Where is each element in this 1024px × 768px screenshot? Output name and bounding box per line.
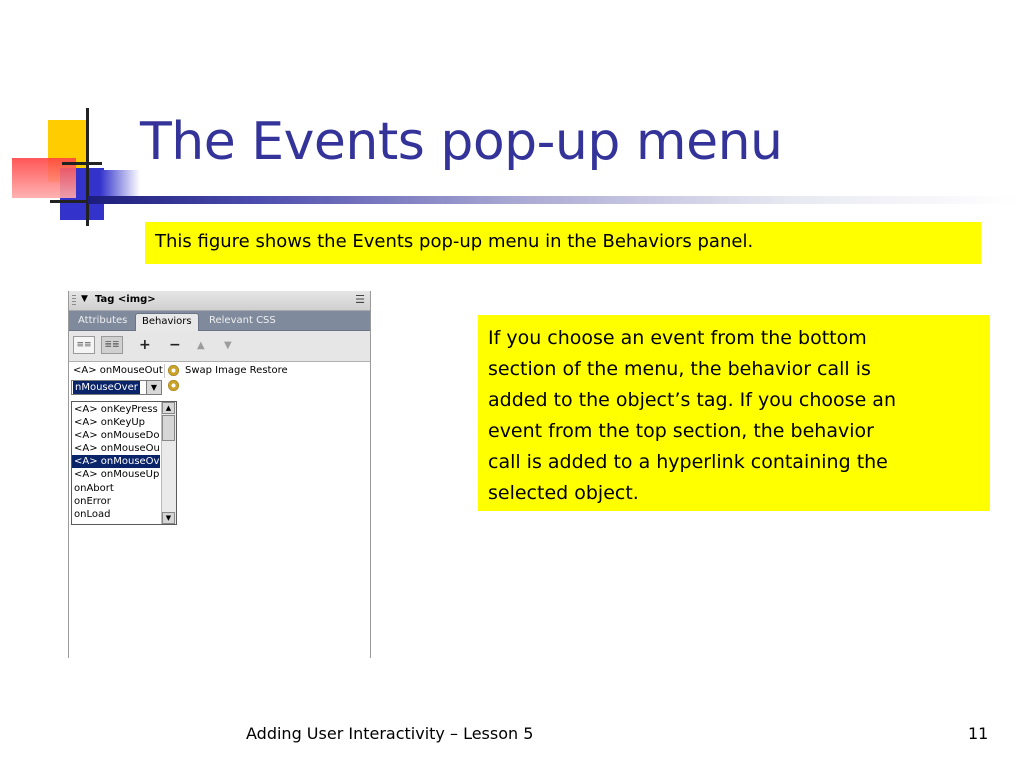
triangle-down-icon[interactable]: ▼: [81, 294, 88, 304]
event-option[interactable]: <A> onMouseOu: [74, 443, 160, 454]
behavior-gear-icon: [168, 365, 179, 376]
show-all-events-icon[interactable]: ≣≣: [101, 336, 123, 354]
column-divider: [164, 364, 165, 378]
scroll-down-icon[interactable]: ▼: [162, 512, 175, 524]
panel-tabs: [69, 311, 370, 331]
page-number: 11: [968, 724, 989, 743]
behavior-row[interactable]: [69, 364, 370, 378]
behavior-event: <A> onMouseOut: [73, 365, 163, 376]
figure-caption: This figure shows the Events pop-up menu in the Behaviors panel.: [145, 222, 981, 264]
panel-title: Tag <img>: [95, 294, 156, 305]
remove-behavior-icon[interactable]: −: [169, 337, 181, 353]
move-down-icon[interactable]: ▼: [224, 340, 232, 351]
event-option-selected[interactable]: <A> onMouseOv: [74, 456, 160, 467]
slide-logo: [0, 0, 140, 240]
tab-attributes[interactable]: Attributes: [78, 315, 128, 326]
event-option[interactable]: <A> onKeyUp: [74, 417, 146, 428]
show-set-events-icon[interactable]: ≡≡: [73, 336, 95, 354]
add-behavior-icon[interactable]: +: [139, 337, 151, 353]
behaviors-panel-screenshot: [68, 291, 371, 658]
chevron-down-icon[interactable]: ▼: [146, 381, 161, 394]
event-option[interactable]: <A> onMouseDo: [74, 430, 160, 441]
behavior-gear-icon: [168, 380, 179, 391]
move-up-icon[interactable]: ▲: [197, 340, 205, 351]
tab-relevant-css[interactable]: Relevant CSS: [209, 315, 276, 326]
tab-behaviors[interactable]: Behaviors: [135, 313, 199, 331]
event-option[interactable]: onError: [74, 496, 111, 507]
behavior-action: Swap Image: [185, 380, 247, 391]
event-option[interactable]: onAbort: [74, 483, 114, 494]
panel-header: [69, 291, 370, 311]
footer-title: Adding User Interactivity – Lesson 5: [246, 724, 534, 743]
event-option[interactable]: onLoad: [74, 509, 111, 520]
behavior-row-selected[interactable]: [69, 379, 370, 393]
events-scrollbar[interactable]: [161, 402, 176, 524]
scroll-thumb[interactable]: [162, 415, 175, 441]
behaviors-toolbar: [69, 331, 370, 362]
behavior-action: Swap Image Restore: [185, 365, 288, 376]
options-menu-icon[interactable]: ☰: [355, 293, 365, 306]
scroll-up-icon[interactable]: ▲: [162, 402, 175, 414]
slide-title: The Events pop-up menu: [140, 112, 783, 172]
explanation-note: If you choose an event from the bottom section of the menu, the behavior call is added to the object’s tag. If you choose an event from the top section, the behavior call is added to a hyperlink containing the selected object.: [478, 315, 990, 511]
events-popup-menu: [71, 401, 177, 525]
event-option[interactable]: <A> onMouseUp: [74, 469, 160, 480]
grip-icon[interactable]: [72, 295, 76, 306]
event-select-value: nMouseOver: [75, 382, 138, 393]
title-underline: [88, 196, 1018, 204]
event-option[interactable]: <A> onKeyPress: [74, 404, 158, 415]
event-select[interactable]: [71, 380, 162, 395]
